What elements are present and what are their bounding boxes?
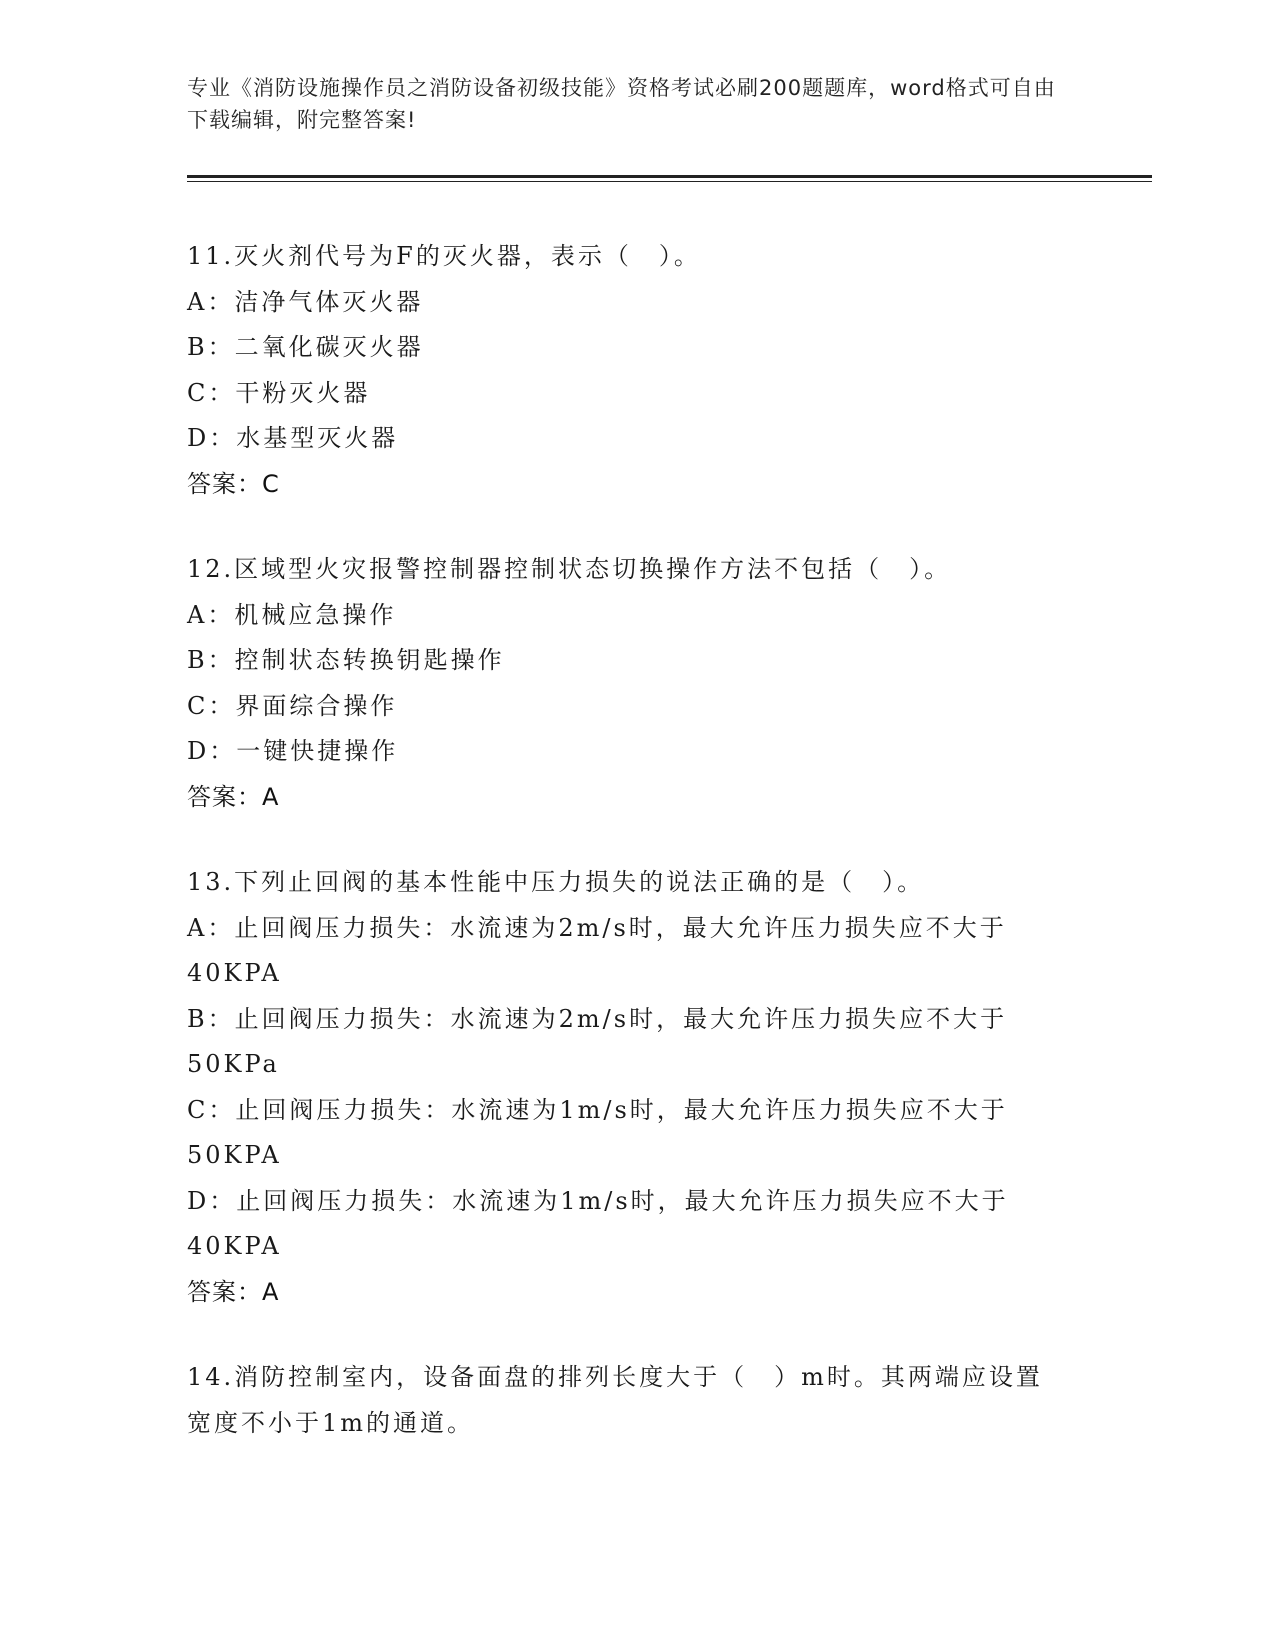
question-12 bbox=[187, 547, 1067, 820]
option-d: D：一键快捷操作 bbox=[187, 737, 399, 765]
option-a: A：洁净气体灭火器 bbox=[187, 287, 424, 316]
header-divider-thick bbox=[187, 175, 1152, 178]
header-divider-thin bbox=[187, 181, 1152, 182]
answer-line: 答案：A bbox=[187, 782, 280, 811]
question-list bbox=[187, 234, 1067, 1486]
question-11 bbox=[187, 234, 1067, 507]
question-stem: 14.消防控制室内，设备面盘的排列长度大于（ ）m时。其两端应设置宽度不小于1m的通道。 bbox=[187, 1363, 1043, 1437]
option-c: C：界面综合操作 bbox=[187, 691, 398, 720]
option-a: A：止回阀压力损失：水流速为2m/s时，最大允许压力损失应不大于40KPA bbox=[187, 913, 1007, 987]
option-b: B：控制状态转换钥匙操作 bbox=[187, 646, 505, 674]
option-c: C：止回阀压力损失：水流速为1m/s时，最大允许压力损失应不大于50KPA bbox=[187, 1095, 1008, 1169]
question-14 bbox=[187, 1355, 1067, 1446]
option-b: B：二氧化碳灭火器 bbox=[187, 333, 424, 361]
question-stem: 13.下列止回阀的基本性能中压力损失的说法正确的是（ ）。 bbox=[187, 868, 925, 896]
question-13 bbox=[187, 860, 1067, 1315]
option-d: D：止回阀压力损失：水流速为1m/s时，最大允许压力损失应不大于40KPA bbox=[187, 1186, 1009, 1260]
option-b: B：止回阀压力损失：水流速为2m/s时，最大允许压力损失应不大于50KPa bbox=[187, 1004, 1008, 1078]
question-stem: 12.区域型火灾报警控制器控制状态切换操作方法不包括（ ）。 bbox=[187, 555, 952, 583]
answer-line: 答案：A bbox=[187, 1277, 280, 1306]
document-header: 专业《消防设施操作员之消防设备初级技能》资格考试必刷200题题库，word格式可自由下载编辑，附完整答案! bbox=[187, 76, 1056, 132]
option-a: A：机械应急操作 bbox=[187, 600, 397, 629]
question-stem: 11.灭火剂代号为F的灭火器，表示（ ）。 bbox=[187, 242, 701, 270]
option-d: D：水基型灭火器 bbox=[187, 424, 399, 452]
answer-line: 答案：C bbox=[187, 469, 280, 498]
option-c: C：干粉灭火器 bbox=[187, 378, 371, 407]
